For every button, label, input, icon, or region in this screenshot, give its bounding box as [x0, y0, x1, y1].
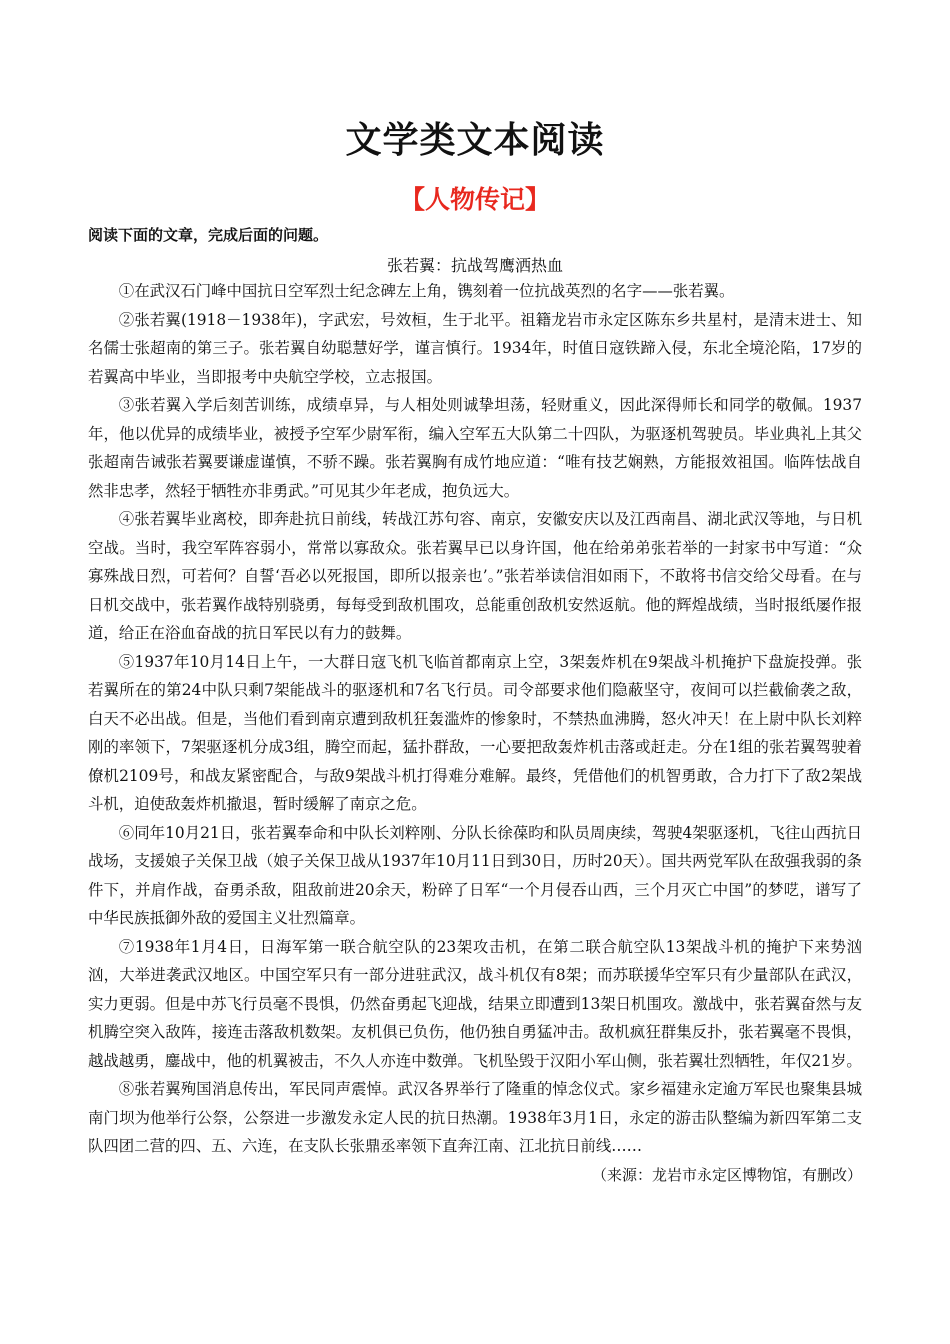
- article-paragraph-4: ④张若翼毕业离校，即奔赴抗日前线，转战江苏句容、南京，安徽安庆以及江西南昌、湖北武汉等地，与日机空战。当时，我空军阵容弱小，常常以寡敌众。张若翼早已以身许国，他在给弟弟张若举的一封家书中写道：“众寡殊战日烈，可若何？自誓‘吾必以死报国，即所以报亲也’。”张若举读信泪如雨下，不敢将书信交给父母看。在与日机交战中，张若翼作战特别骁勇，每每受到敌机围攻，总能重创敌机安然返航。他的辉煌战绩，当时报纸屡作报道，给正在浴血奋战的抗日军民以有力的鼓舞。: [88, 510, 862, 642]
- article-source: （来源：龙岩市永定区博物馆，有删改）: [591, 1165, 862, 1184]
- article-paragraph-1: ①在武汉石门峰中国抗日空军烈士纪念碑左上角，镌刻着一位抗战英烈的名字——张若翼。: [118, 282, 735, 300]
- article-paragraph-5: ⑤1937年10月14日上午，一大群日寇飞机飞临首都南京上空，3架轰炸机在9架战斗机掩护下盘旋投弹。张若翼所在的第24中队只剩7架能战斗的驱逐机和7名飞行员。司令部要求他们隐蔽坚守，夜间可以拦截偷袭之敌，白天不必出战。但是，当他们看到南京遭到敌机狂轰滥炸的惨象时，不禁热血沸腾，怒火冲天！在上尉中队长刘粹刚的率领下，7架驱逐机分成3组，腾空而起，猛扑群敌，一心要把敌轰炸机击落或赶走。分在1组的张若翼驾驶着僚机2109号，和战友紧密配合，与敌9架战斗机打得难分难解。最终，凭借他们的机智勇敢，合力打下了敌2架战斗机，迫使敌轰炸机撤退，暂时缓解了南京之危。: [88, 652, 862, 813]
- article-paragraph-7: ⑦1938年1月4日，日海军第一联合航空队的23架攻击机，在第二联合航空队13架战斗机的掩护下来势汹汹，大举进袭武汉地区。中国空军只有一部分进驻武汉，战斗机仅有8架；而苏联援华空军只有少量部队在武汉，实力更弱。但是中苏飞行员毫不畏惧，仍然奋勇起飞迎战，结果立即遭到13架日机围攻。激战中，张若翼奋然与友机腾空突入敌阵，接连击落敌机数架。友机俱已负伤，他仍独自勇猛冲击。敌机疯狂群集反扑，张若翼毫不畏惧，越战越勇，鏖战中，他的机翼被击，不久人亦连中数弹。飞机坠毁于汉阳小军山侧，张若翼壮烈牺牲，年仅21岁。: [88, 937, 862, 1070]
- article-paragraph-3: ③张若翼入学后刻苦训练，成绩卓异，与人相处则诚挚坦荡，轻财重义，因此深得师长和同学的敬佩。1937年，他以优异的成绩毕业，被授予空军少尉军衔，编入空军五大队第二十四队，为驱逐机驾驶员。毕业典礼上其父张超南告诫张若翼要谦虚谨慎，不骄不躁。张若翼胸有成竹地应道：“唯有技艺娴熟，方能报效祖国。临阵怯战自然非忠孝，然轻于牺牲亦非勇武。”可见其少年老成，抱负远大。: [88, 396, 862, 500]
- page-title: 文学类文本阅读: [345, 120, 605, 161]
- section-subtitle: 【人物传记】: [399, 185, 550, 214]
- article-paragraph-6: ⑥同年10月21日，张若翼奉命和中队长刘粹刚、分队长徐葆昀和队员周庚续，驾驶4架驱逐机，飞往山西抗日战场，支援娘子关保卫战（娘子关保卫战从1937年10月11日到30日，历时20天）。国共两党军队在敌强我弱的条件下，并肩作战，奋勇杀敌，阻敌前进20余天，粉碎了日军“一个月侵吞山西，三个月灭亡中国”的梦呓，谱写了中华民族抵御外敌的爱国主义壮烈篇章。: [88, 823, 862, 927]
- article-title: 张若翼：抗战驾鹰洒热血: [386, 256, 563, 275]
- article-body: [88, 277, 862, 1189]
- reading-instruction: 阅读下面的文章，完成后面的问题。: [88, 226, 329, 244]
- article-paragraph-2: ②张若翼(1918－1938年)，字武宏，号效桓，生于北平。祖籍龙岩市永定区陈东乡共星村，是清末进士、知名儒士张超南的第三子。张若翼自幼聪慧好学，谨言慎行。1934年，时值日寇铁蹄入侵，东北全境沦陷，17岁的若翼高中毕业，当即报考中央航空学校，立志报国。: [88, 310, 862, 386]
- article-paragraph-8: ⑧张若翼殉国消息传出，军民同声震悼。武汉各界举行了隆重的悼念仪式。家乡福建永定逾万军民也聚集县城南门坝为他举行公祭，公祭进一步激发永定人民的抗日热潮。1938年3月1日，永定的游击队整编为新四军第二支队四团二营的四、五、六连，在支队长张鼎丞率领下直奔江南、江北抗日前线……: [88, 1080, 862, 1155]
